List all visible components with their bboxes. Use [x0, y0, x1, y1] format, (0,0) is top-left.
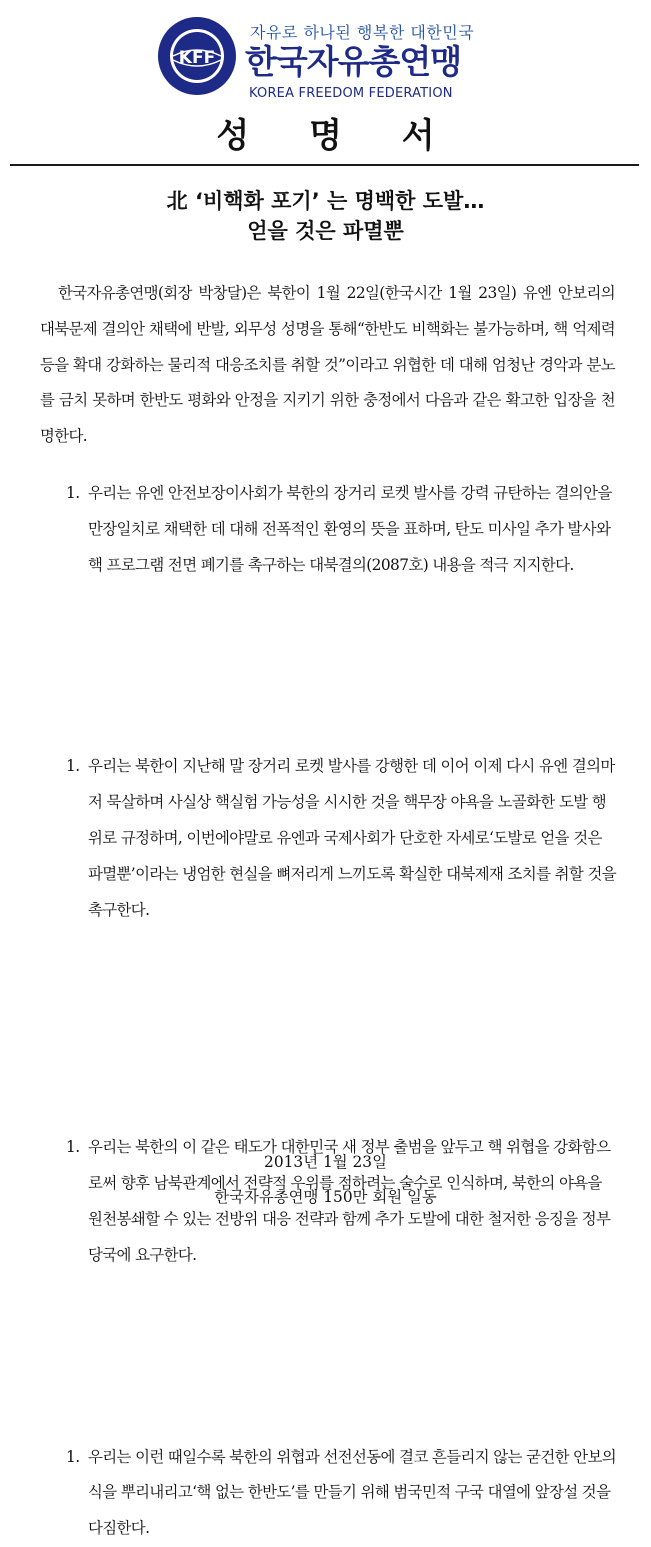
intro-paragraph: 한국자유총연맹(회장 박창달)은 북한이 1월 22일(한국시간 1월 23일) 유엔 안보리의 대북문제 결의안 채택에 반발, 외무성 성명을 통해“한반도 비핵화는 불가능하며, 핵 억제력 등을 확대 강화하는 물리적 대응조치를 취할 것”이라고 위협한 데 대해 엄청난 경악과 분노를 금치 못하며 한반도 평화와 안정을 지키기 위한 충정에서 다음과 같은 확고한 입장을 천명한다.: [40, 284, 615, 446]
item-number: 1.: [66, 757, 80, 776]
title-divider: [10, 164, 639, 166]
list-item: [66, 476, 618, 583]
item-text: 우리는 이런 때일수록 북한의 위협과 선전선동에 결코 흔들리지 않는 굳건한 안보의식을 뿌리내리고‘핵 없는 한반도’를 만들기 위해 범국민적 구국 대열에 앞장설 것을 다짐한다.: [88, 1447, 617, 1538]
letterhead: [0, 0, 651, 110]
headline-line-1: 北 ‘비핵화 포기’ 는 명백한 도발…: [166, 189, 485, 213]
item-text: 우리는 북한이 지난해 말 장거리 로켓 발사를 강행한 데 이어 이제 다시 유엔 결의마저 묵살하며 사실상 핵실험 가능성을 시시한 것을 핵무장 야욕을 노골화한 도발 행위로 규정하며, 이번에야말로 유엔과 국제사회가 단호한 자세로‘도발로 얻을 것은 파멸뿐’이라는 냉엄한 현실을 뼈저리게 느끼도록 확실한 대북제재 조치를 취할 것을 촉구한다.: [88, 757, 617, 919]
organization-name: 한국자유총연맹: [245, 42, 462, 81]
list-item: [66, 1440, 618, 1547]
item-number: 1.: [66, 1447, 80, 1466]
statement-date: 2013년 1월 23일: [264, 1153, 387, 1171]
brand-tagline: 자유로 하나된 행복한 대한민국: [250, 23, 475, 42]
document-title: 성 명 서: [216, 116, 459, 156]
seal-text: KFF: [178, 48, 216, 68]
kff-seal-logo: [157, 16, 237, 96]
list-item: [66, 749, 618, 928]
item-number: 1.: [66, 1138, 80, 1157]
item-number: 1.: [66, 484, 80, 502]
statement-signature: 한국자유총연맹 150만 회원 일동: [214, 1188, 437, 1206]
item-text: 우리는 유엔 안전보장이사회가 북한의 장거리 로켓 발사를 강력 규탄하는 결의안을 만장일치로 채택한 데 대해 전폭적인 환영의 뜻을 표하며, 탄도 미사일 추가 발사와 핵 프로그램 전면 폐기를 촉구하는 대북결의(2087호) 내용을 적극 지지한다.: [88, 484, 612, 574]
item-text: 우리는 북한의 이 같은 태도가 대한민국 새 정부 출범을 앞두고 핵 위협을 강화함으로써 향후 남북관계에서 전략적 우위를 점하려는 술수로 인식하며, 북한의 야욕을 원천봉쇄할 수 있는 전방위 대응 전략과 함께 추가 도발에 대한 철저한 응징을 정부 당국에 요구한다.: [88, 1138, 611, 1264]
headline: [0, 186, 651, 246]
organization-name-english: KOREA FREEDOM FEDERATION: [249, 86, 453, 101]
headline-line-2: 얻을 것은 파멸뿐: [247, 219, 404, 243]
